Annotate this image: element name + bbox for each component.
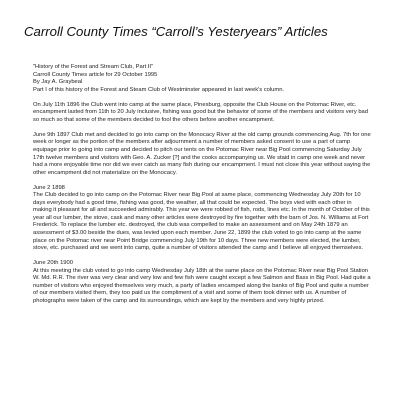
paragraph-gap — [33, 253, 371, 261]
article-body — [33, 64, 371, 306]
article-header-line: Carroll County Times article for 29 October 1995 — [33, 71, 158, 78]
paragraph-gap — [33, 94, 371, 102]
article-paragraph: At this meeting the club voted to go into camp Wednesday July 18th at the same place on the Potomac River near Big Pool Station W. Md. R.R. The river was very clear and very low and few fish were caught except a few Salmon and Bass in Big Pool. Had quite a number of visitors who enjoyed themselves very much, a party of ladies encamped along the banks of Big Pool and quite a number of our members visited them, they too paid us the compliment of a visit and some of them took dinner with us. A number of photographs were taken of the camp and its surroundings, which are kept by the members and very highly prized. — [33, 267, 371, 304]
document-title: Carroll County Times “Carroll’s Yesteryears” Articles — [24, 24, 328, 39]
article-paragraph: June 9th 1897 Club met and decided to go into camp on the Monocacy River at the old camp grounds commencing Aug. 7th for one week or longer as the portion of the members after adjournment a number of members asked consent to use a part of camp equipage prior to going into camp and decided to pitch our tents on the Potomac River near Big Pool commencing Saturday July 17th twelve members and visitors with Geo. A. Zucker [?] and the cooks accompanying us. We staid in camp one week and never had a more enjoyable time nor did we ever catch as many fish during our encampment. I must not close this year without saying the other encampment did not materialize on the Monocacy. — [33, 131, 371, 176]
article-date-heading: June 2 1898 — [33, 184, 65, 191]
paragraph-gap — [33, 177, 371, 185]
paragraph-gap — [33, 124, 371, 132]
article-date-heading: June 20th 1900 — [33, 260, 73, 267]
article-header-line: "History of the Forest and Stream Club, Part II" — [33, 64, 154, 70]
article-paragraph: On July 11th 1896 the Club went into camp at the same place, Pinesburg, opposite the Club House on the Potomac River, etc. encampment lasted from 11th to 20 July inclusive, fishing was good but the behavior of some of the members and visitors very bad so much so that some of the members decided to fool the others before another encampment. — [33, 101, 368, 123]
article-header-line: Part I of this history of the Forest and Steam Club of Westminster appeared in last week's column. — [33, 86, 285, 93]
article-header-line: By Jay A. Graybeal — [33, 79, 83, 86]
article-paragraph: The Club decided to go into camp on the Potomac River near Big Pool at same place, commencing Wednesday July 20th for 10 days everybody had a good time, fishing was good, the weather, all that could be expected. The boys vied with each other in making it pleasant for all and succeeded admirably. This year we were robbed of fish, rods, lines etc. In the month of October of this year all our lumber, the stove, cask and many other articles were destroyed by fire together with the barn of Jos. N. Williams at Fort Frederick. To replace the lumber etc. destroyed, the club was compelled to make an assessment and on May 24th 1879 an assessment of $3.00 beside the dues, was levied upon each member. June 22, 1899 the club voted to go into camp at the same place on the Potomac river near Point Bridge commencing July 19th for 10 days. Three new members were elected, the lumber, stove, etc. purchased and we went into camp, quite a number of visitors attended the camp and I believe all enjoyed themselves. — [33, 192, 370, 252]
